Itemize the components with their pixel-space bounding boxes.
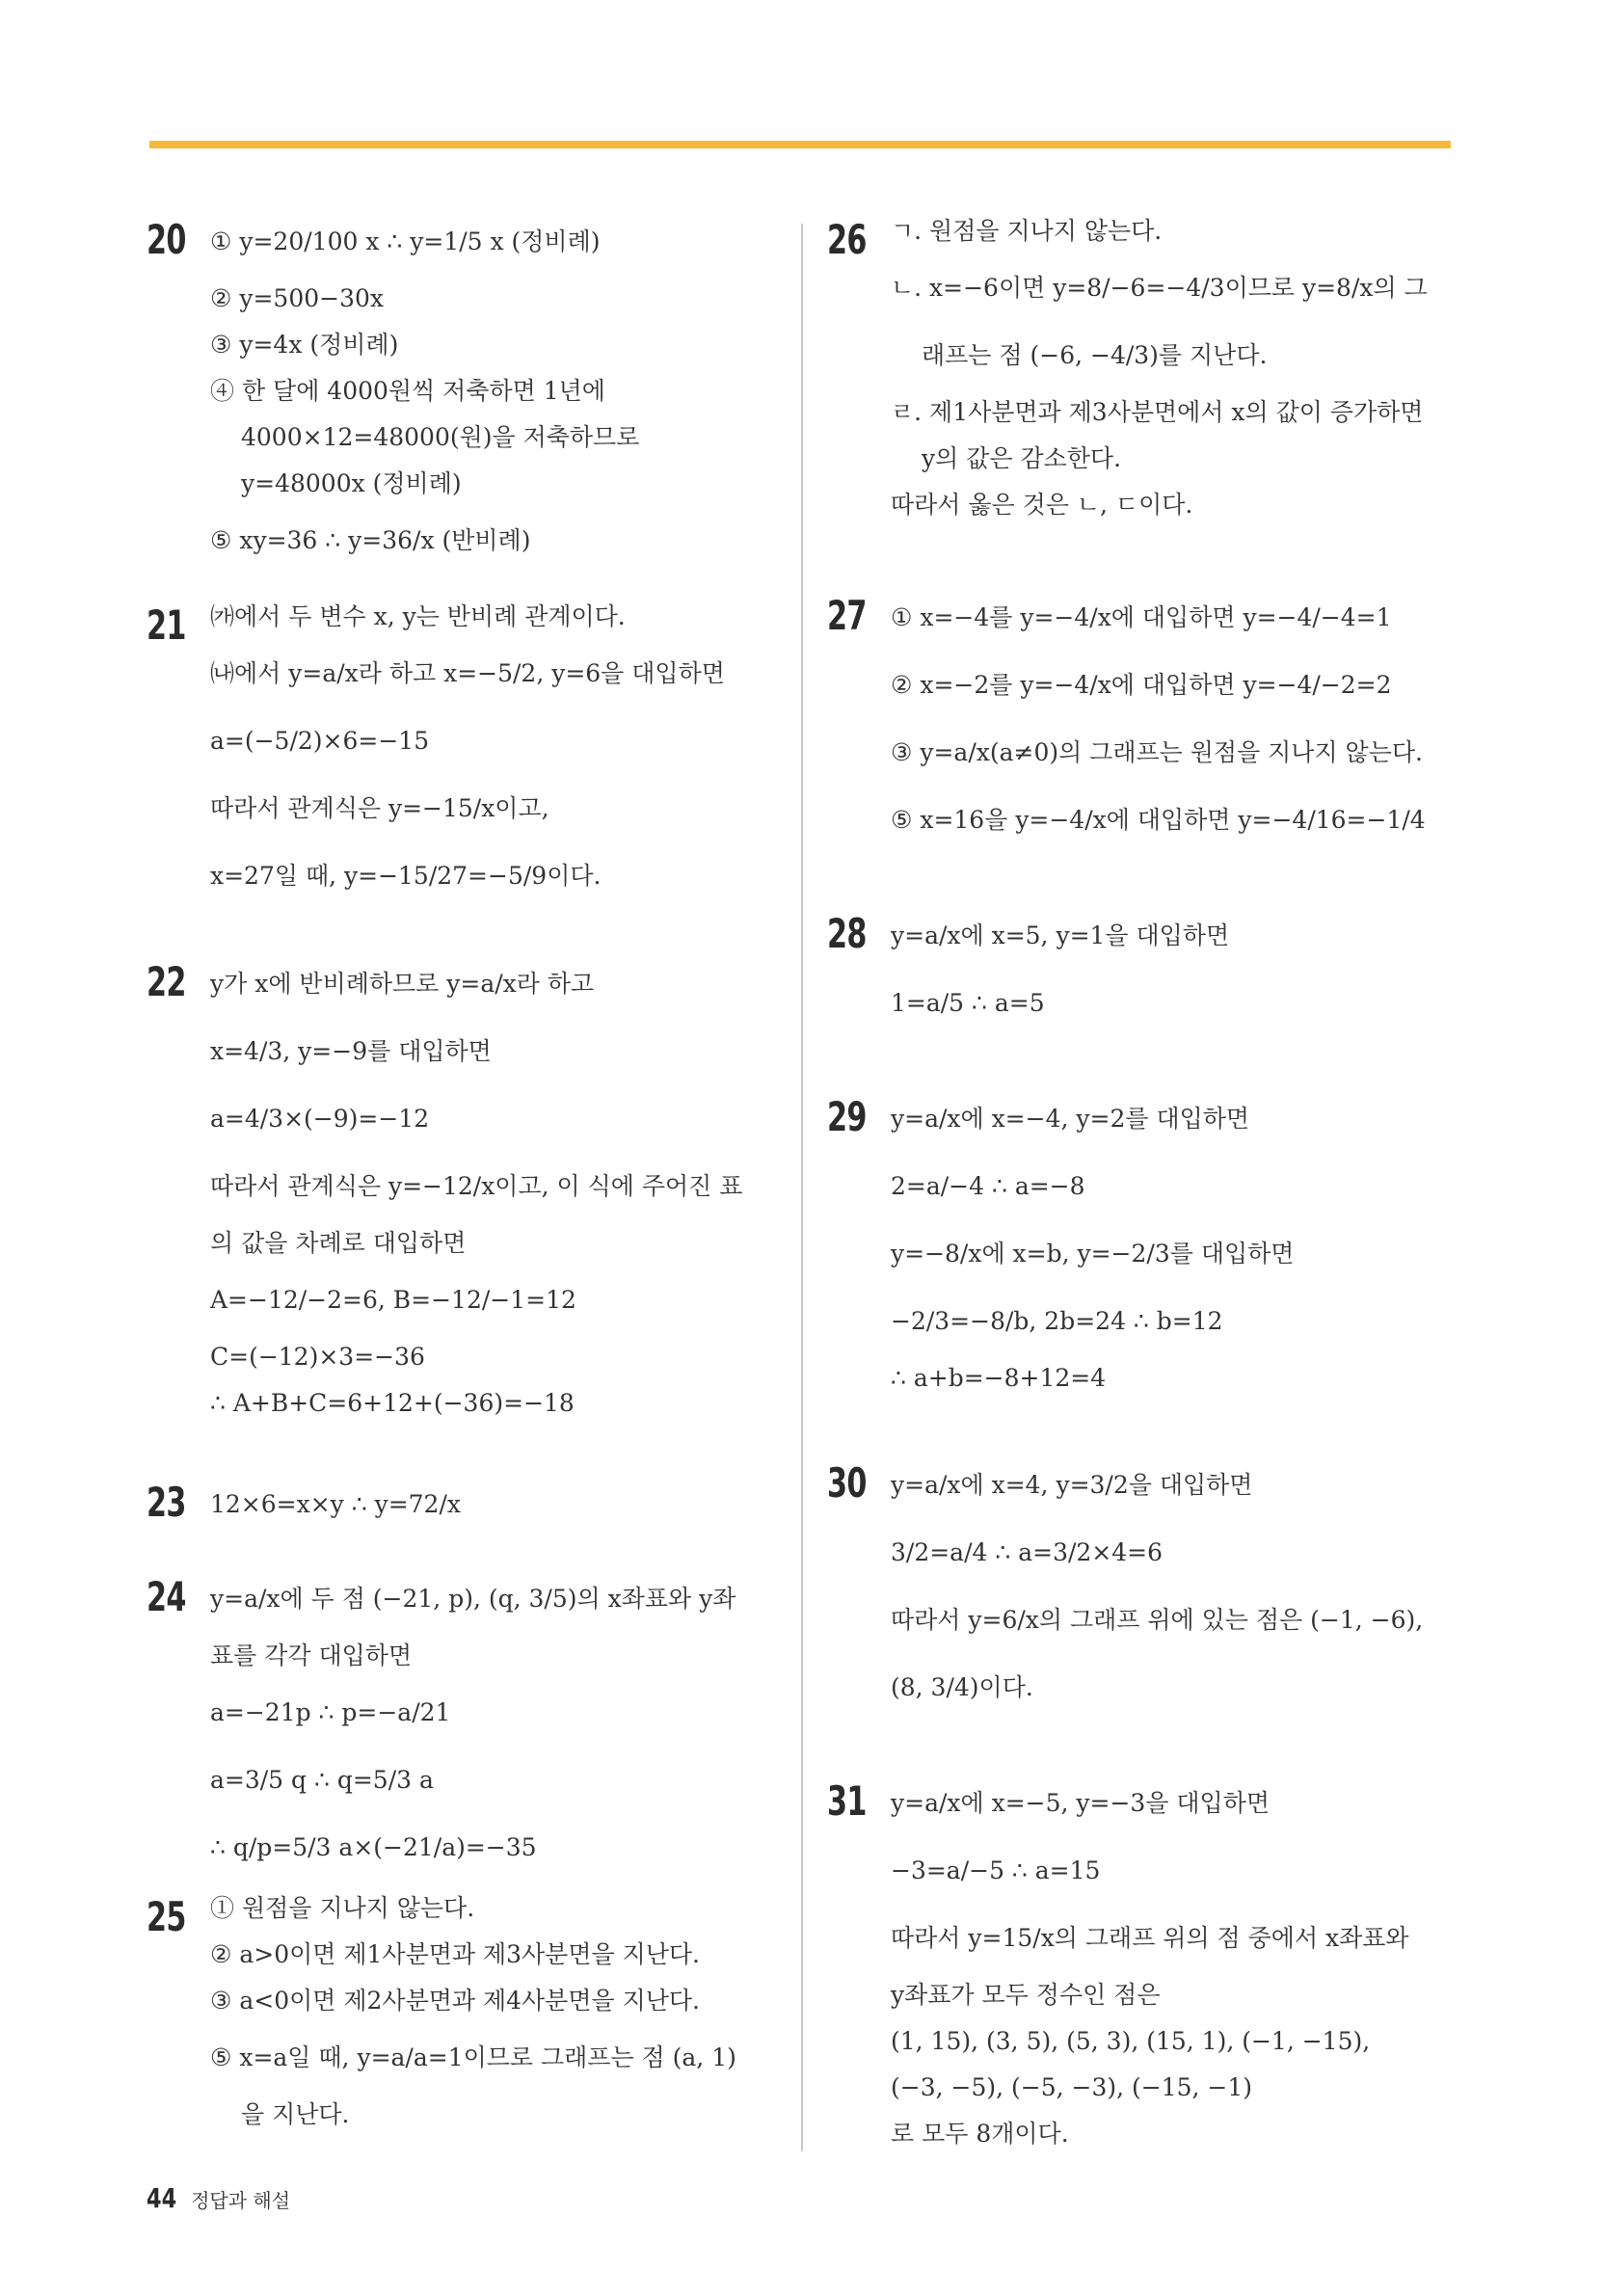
solution-line: 따라서 y=6/x의 그래프 위에 있는 점은 (−1, −6), bbox=[891, 1606, 1424, 1634]
problem-number: 26 bbox=[827, 216, 867, 263]
solution-line: A=−12/−2=6, B=−12/−1=12 bbox=[210, 1286, 576, 1314]
solution-body bbox=[210, 950, 783, 1427]
column-divider bbox=[801, 224, 803, 2151]
solution-line: ㈏에서 y=a/x라 하고 x=−5/2, y=6을 대입하면 bbox=[210, 659, 725, 687]
solution-line: y좌표가 모두 정수인 점은 bbox=[891, 1981, 1161, 2009]
problem-number: 30 bbox=[827, 1459, 867, 1507]
solution-body bbox=[891, 1770, 1463, 2157]
solution-line: 12×6=x×y ∴ y=72/x bbox=[210, 1490, 461, 1518]
problem-number: 24 bbox=[147, 1573, 186, 1620]
solution-line: ⑤ xy=36 ∴ y=36/x (반비례) bbox=[210, 526, 531, 554]
solution-line: y가 x에 반비례하므로 y=a/x라 하고 bbox=[210, 970, 595, 998]
problem-number: 28 bbox=[827, 910, 867, 957]
solution-line: (1, 15), (3, 5), (5, 3), (15, 1), (−1, −15), bbox=[891, 2027, 1371, 2055]
solution-line: 2=a/−4 ∴ a=−8 bbox=[891, 1172, 1085, 1200]
solution-body bbox=[891, 208, 1463, 528]
solution-line: ∴ a+b=−8+12=4 bbox=[891, 1364, 1107, 1392]
solution-line: ① 원점을 지나지 않는다. bbox=[210, 1894, 475, 1922]
solution-body bbox=[891, 902, 1463, 1037]
solution-body bbox=[891, 1452, 1463, 1722]
solution-line: 의 값을 차례로 대입하면 bbox=[210, 1229, 467, 1257]
solution-line: 따라서 y=15/x의 그래프 위의 점 중에서 x좌표와 bbox=[891, 1924, 1409, 1952]
solution-line: 3/2=a/4 ∴ a=3/2×4=6 bbox=[891, 1538, 1164, 1566]
top-accent-bar bbox=[149, 141, 1451, 148]
solution-line: a=3/5 q ∴ q=5/3 a bbox=[210, 1766, 434, 1794]
problem-number: 22 bbox=[147, 958, 186, 1005]
solution-body bbox=[891, 1085, 1463, 1402]
solution-line: 을 지난다. bbox=[241, 2100, 350, 2128]
solution-line: y=−8/x에 x=b, y=−2/3를 대입하면 bbox=[891, 1240, 1295, 1268]
problem-number: 29 bbox=[827, 1093, 867, 1140]
solution-body bbox=[891, 584, 1463, 854]
section-title: 정답과 해설 bbox=[191, 2189, 291, 2212]
page-footer bbox=[147, 2182, 290, 2214]
solution-line: ㄴ. x=−6이면 y=8/−6=−4/3이므로 y=8/x의 그 bbox=[891, 274, 1428, 302]
solution-body bbox=[210, 1471, 783, 1538]
solution-line: ② a>0이면 제1사분면과 제3사분면을 지난다. bbox=[210, 1940, 700, 1968]
solution-line: y=a/x에 x=5, y=1을 대입하면 bbox=[891, 921, 1230, 949]
solution-line: C=(−12)×3=−36 bbox=[210, 1343, 425, 1371]
solution-line: ② y=500−30x bbox=[210, 284, 385, 312]
solution-line: y=a/x에 두 점 (−21, p), (q, 3/5)의 x좌표와 y좌 bbox=[210, 1585, 736, 1613]
solution-line: y=48000x (정비례) bbox=[241, 469, 462, 497]
solution-body bbox=[210, 594, 783, 910]
problem-number: 25 bbox=[147, 1893, 186, 1940]
solution-line: −3=a/−5 ∴ a=15 bbox=[891, 1856, 1101, 1884]
solution-line: ② x=−2를 y=−4/x에 대입하면 y=−4/−2=2 bbox=[891, 671, 1392, 699]
solution-line: −2/3=−8/b, 2b=24 ∴ b=12 bbox=[891, 1307, 1223, 1335]
solution-line: y=a/x에 x=4, y=3/2을 대입하면 bbox=[891, 1471, 1253, 1499]
page-number: 44 bbox=[147, 2182, 177, 2214]
solution-line: ③ a<0이면 제2사분면과 제4사분면을 지난다. bbox=[210, 1987, 700, 2015]
solution-line: 표를 각각 대입하면 bbox=[210, 1642, 413, 1669]
solution-line: 따라서 옳은 것은 ㄴ, ㄷ이다. bbox=[891, 491, 1193, 519]
solution-line: (8, 3/4)이다. bbox=[891, 1673, 1033, 1701]
solution-line: y=a/x에 x=−4, y=2를 대입하면 bbox=[891, 1105, 1250, 1133]
solution-line: y의 값은 감소한다. bbox=[922, 444, 1122, 472]
solution-line: ③ y=a/x(a≠0)의 그래프는 원점을 지나지 않는다. bbox=[891, 738, 1423, 766]
solution-body bbox=[210, 1885, 783, 2138]
solution-line: ∴ q/p=5/3 a×(−21/a)=−35 bbox=[210, 1833, 537, 1861]
solution-line: ① y=20/100 x ∴ y=1/5 x (정비례) bbox=[210, 227, 601, 255]
problem-number: 20 bbox=[147, 216, 186, 263]
solution-line: ㄱ. 원점을 지나지 않는다. bbox=[891, 217, 1163, 245]
solution-line: x=27일 때, y=−15/27=−5/9이다. bbox=[210, 862, 602, 890]
problem-number: 23 bbox=[147, 1479, 186, 1526]
solution-line: ⑤ x=a일 때, y=a/a=1이므로 그래프는 점 (a, 1) bbox=[210, 2043, 736, 2071]
solution-line: ㄹ. 제1사분면과 제3사분면에서 x의 값이 증가하면 bbox=[891, 398, 1424, 426]
solution-line: y=a/x에 x=−5, y=−3을 대입하면 bbox=[891, 1789, 1271, 1817]
solution-line: 따라서 관계식은 y=−12/x이고, 이 식에 주어진 표 bbox=[210, 1172, 743, 1200]
solution-line: ⑤ x=16을 y=−4/x에 대입하면 y=−4/16=−1/4 bbox=[891, 806, 1426, 834]
solution-line: ㈎에서 두 변수 x, y는 반비례 관계이다. bbox=[210, 602, 626, 630]
solution-line: 4000×12=48000(원)을 저축하므로 bbox=[241, 423, 640, 451]
solution-body bbox=[210, 208, 783, 574]
problem-number: 27 bbox=[827, 592, 867, 639]
solution-line: x=4/3, y=−9를 대입하면 bbox=[210, 1037, 492, 1065]
solution-line: ∴ A+B+C=6+12+(−36)=−18 bbox=[210, 1389, 575, 1417]
solution-line: a=(−5/2)×6=−15 bbox=[210, 727, 430, 755]
solution-body bbox=[210, 1565, 783, 1882]
solution-line: 로 모두 8개이다. bbox=[891, 2120, 1069, 2148]
solution-line: (−3, −5), (−5, −3), (−15, −1) bbox=[891, 2073, 1253, 2101]
solution-line: a=−21p ∴ p=−a/21 bbox=[210, 1698, 451, 1726]
solution-line: 따라서 관계식은 y=−15/x이고, bbox=[210, 794, 549, 822]
problem-number: 31 bbox=[827, 1777, 867, 1825]
solution-line: ③ y=4x (정비례) bbox=[210, 331, 399, 359]
solution-line: ④ 한 달에 4000원씩 저축하면 1년에 bbox=[210, 377, 605, 405]
solution-line: ① x=−4를 y=−4/x에 대입하면 y=−4/−4=1 bbox=[891, 603, 1392, 631]
solution-line: 래프는 점 (−6, −4/3)를 지난다. bbox=[922, 341, 1268, 369]
solution-line: a=4/3×(−9)=−12 bbox=[210, 1105, 430, 1133]
solution-line: 1=a/5 ∴ a=5 bbox=[891, 989, 1045, 1017]
problem-number: 21 bbox=[147, 601, 186, 649]
